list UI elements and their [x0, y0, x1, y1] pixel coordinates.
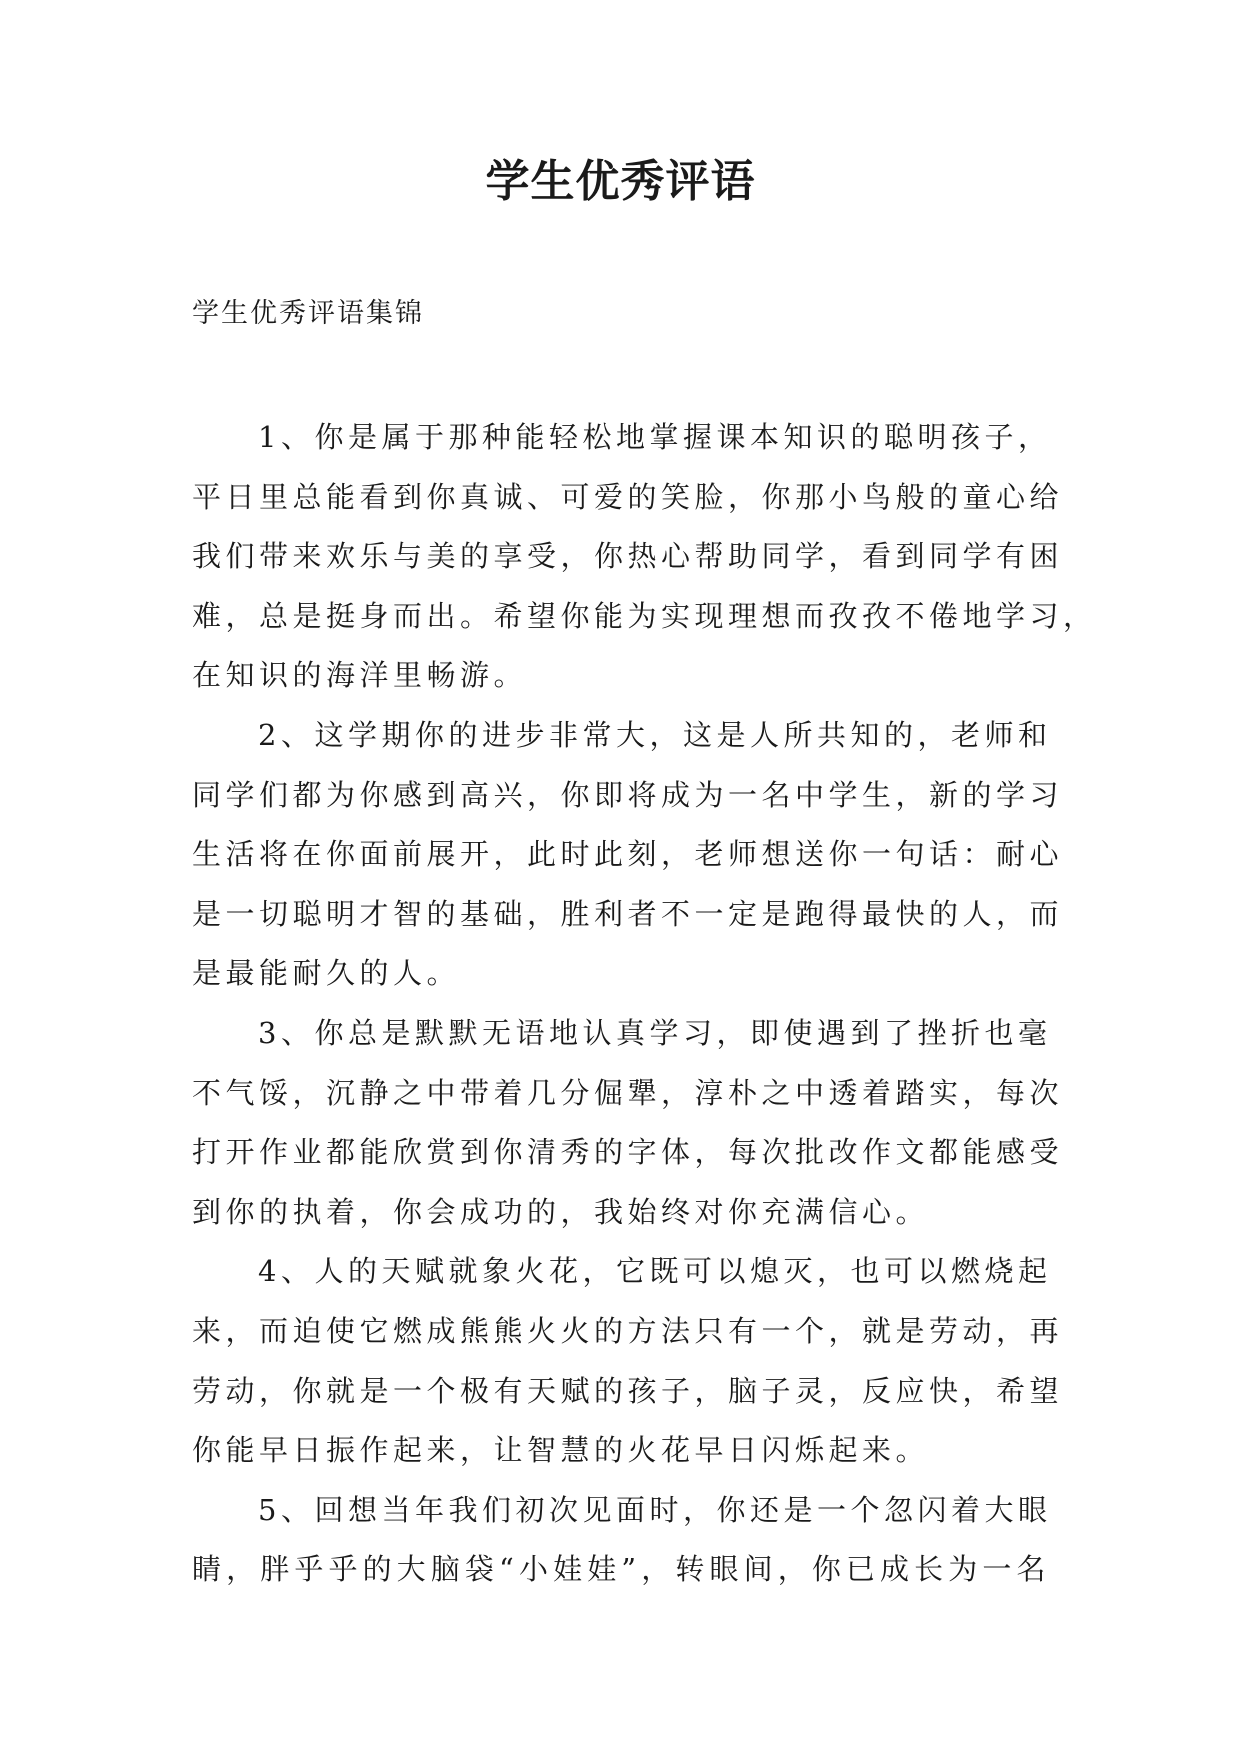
paragraph-line: 睛，胖乎乎的大脑袋“小娃娃”，转眼间，你已成长为一名	[192, 1552, 1050, 1587]
paragraph-line: 平日里总能看到你真诚、可爱的笑脸，你那小鸟般的童心给	[192, 479, 1064, 514]
paragraph-line: 我们带来欢乐与美的享受，你热心帮助同学，看到同学有困	[192, 539, 1064, 574]
paragraph-line: 2、这学期你的进步非常大，这是人所共知的，老师和	[258, 717, 1052, 752]
paragraph-line: 是一切聪明才智的基础，胜利者不一定是跑得最快的人，而	[192, 896, 1064, 931]
paragraph-line: 劳动，你就是一个极有天赋的孩子，脑子灵，反应快，希望	[192, 1373, 1064, 1408]
comment-paragraph	[192, 1242, 1064, 1480]
paragraph-line: 打开作业都能欣赏到你清秀的字体，每次批改作文都能感受	[192, 1135, 1064, 1170]
paragraph-line: 不气馁，沉静之中带着几分倔犟，淳朴之中透着踏实，每次	[192, 1075, 1064, 1110]
paragraph-line: 是最能耐久的人。	[192, 956, 461, 991]
comment-paragraph	[192, 1481, 1050, 1600]
paragraph-line: 5、回想当年我们初次见面时，你还是一个忽闪着大眼	[258, 1492, 1052, 1527]
paragraph-line: 3、你总是默默无语地认真学习，即使遇到了挫折也毫	[258, 1015, 1052, 1050]
comment-paragraph	[192, 706, 1064, 1004]
paragraph-line: 到你的执着，你会成功的，我始终对你充满信心。	[192, 1194, 930, 1229]
paragraph-line: 4、人的天赋就象火花，它既可以熄灭，也可以燃烧起	[258, 1254, 1052, 1289]
document-body	[192, 408, 1097, 1600]
paragraph-line: 1、你是属于那种能轻松地掌握课本知识的聪明孩子，	[258, 420, 1052, 454]
document-title: 学生优秀评语	[485, 156, 756, 207]
paragraph-line: 来，而迫使它燃成熊熊火火的方法只有一个，就是劳动，再	[192, 1313, 1064, 1348]
paragraph-line: 难，总是挺身而出。希望你能为实现理想而孜孜不倦地学习，	[192, 598, 1097, 633]
paragraph-line: 生活将在你面前展开，此时此刻，老师想送你一句话：耐心	[192, 837, 1064, 872]
comment-paragraph	[192, 408, 1097, 706]
paragraph-line: 你能早日振作起来，让智慧的火花早日闪烁起来。	[192, 1433, 930, 1468]
comment-paragraph	[192, 1004, 1064, 1242]
document-subtitle: 学生优秀评语集锦	[192, 298, 424, 329]
paragraph-line: 同学们都为你感到高兴，你即将成为一名中学生，新的学习	[192, 777, 1064, 812]
paragraph-line: 在知识的海洋里畅游。	[192, 658, 528, 693]
